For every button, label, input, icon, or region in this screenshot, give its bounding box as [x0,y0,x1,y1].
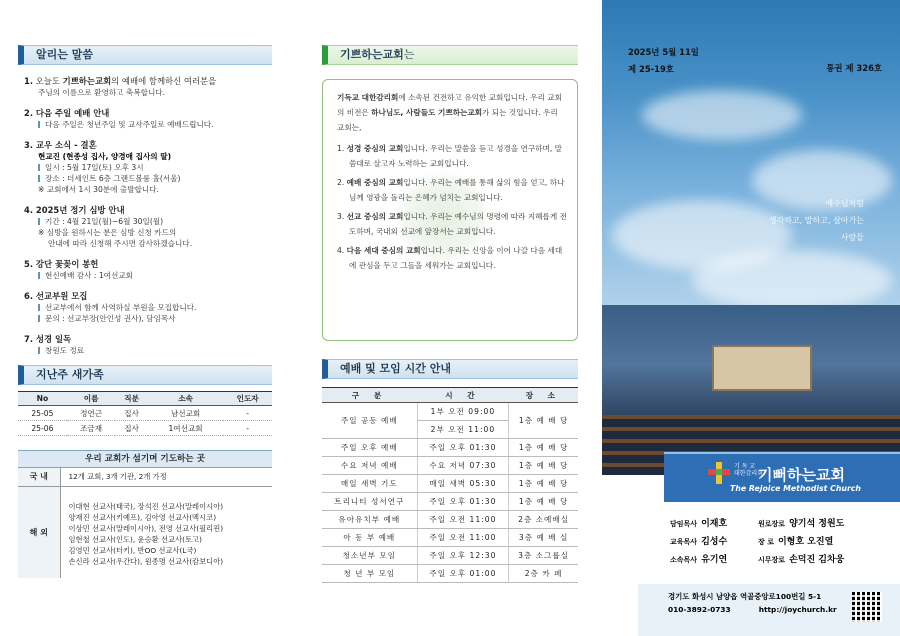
notice-item: 6. 선교부원 모집 선교부에서 함께 사역하실 부원을 모집합니다. 문의 : 선교부장(안인성 권사), 담임목사 [24,290,272,324]
bulletin-date: 2025년 5월 11일 [628,47,699,57]
table-row: 청 년 부 모임 주일 오후 01:00 2층 카 페 [322,565,578,583]
table-row: 해 외 이대현 선교사(태국), 장석진 선교사(말레이시아) 양재진 선교사(키예프), 김아영 선교사(멕시코) 이상민 선교사(말레이시아), 전영 선교사(필리핀) 임현철 선교사(인도), 윤승환 선교사(토고) 김영민 선교사(터키), 반OO 선교사(L국) 손신라 선교사(우간다), 원종명 선교사(캄보디아) [18,486,272,578]
table-row: 수요 저녁 예배 수요 저녁 07:30 1층 예 배 당 [322,457,578,475]
intro-list [337,141,567,273]
prayer-table [18,468,272,578]
bulletin-date-block [628,44,699,78]
church-logo-band [664,452,900,502]
notices-list [18,75,272,356]
cross-logo-icon [708,462,730,484]
notice-item: 7. 성경 일독 창원도 정료 [24,333,272,356]
table-row: 아 동 부 예배 주일 오전 11:00 3층 예 배 실 [322,529,578,547]
church-phone: 010-3892-0733 [668,605,731,614]
newcomers-table [18,391,272,436]
intro-heading: 기쁘하는교회는 [322,45,578,65]
staff-entry: 장 로 이형호 오진열 [758,537,834,547]
table-row: 25-05 정연근 집사 남선교회 - [18,406,272,421]
table-row: 유아유치부 예배 주일 오전 11:00 2층 소예배실 [322,511,578,529]
list-item: 1. 성경 중심의 교회입니다. 우리는 말씀을 듣고 성경을 연구하며, 말씀대로 살고자 노력하는 교회입니다. [337,144,562,168]
church-name-logo: 기뻐하는교회 [758,466,845,484]
bulletin-volume: 통권 제 326호 [826,63,882,73]
intro-box [322,79,578,341]
notice-item: 2. 다음 주일 예배 안내 다음 주일은 청년주일 및 교사주일로 예배드립니다. [24,107,272,130]
list-item: 4. 다음 세대 중심의 교회입니다. 우리는 신앙을 이어 나갈 다음 세대에 관심을 두고 그들을 세워가는 교회입니다. [337,246,563,270]
table-row: 25-06 조금재 집사 1여선교회 - [18,421,272,436]
table-row: 2부 오전 11:00 [322,421,578,439]
church-website-link[interactable]: http://joychurch.kr [758,605,837,614]
notice-1-line2: 주님의 이름으로 환영하고 축복합니다. [38,88,166,97]
table-row: 주일 공동 예배 1부 오전 09:00 1층 예 배 당 [322,403,578,421]
staff-entry: 교육목사 김성수 [670,537,728,547]
notices-heading: 알리는 말씀 [18,45,272,65]
table-row: 국 내 12개 교회, 3개 기관, 2개 가정 [18,468,272,486]
staff-entry: 원로장로 양기석 정원도 [758,519,845,529]
notice-item: 3. 교우 소식 - 결혼 현교진 (현종성 집사, 양경애 집사의 딸) 일시 : 5월 17일(토) 오후 3시 장소 : 더세인트 6층 그랜드볼룸 홀(서울) ※ 교회에서 1시 30분에 출발합니다. [24,139,272,195]
cover-verse: 예수님처럼 생각하고, 말하고, 살아가는 사람들 [768,199,864,242]
table-row: 청소년부 모임 주일 오후 12:30 3층 소그룹실 [322,547,578,565]
church-interior-photo [602,305,900,475]
notice-item [24,75,272,98]
table-row: 매일 새벽 기도 매일 새벽 05:30 1층 예 배 당 [322,475,578,493]
staff-entry: 소속목사 유기연 [670,555,728,565]
staff-entry: 시무장로 손덕진 김차웅 [758,555,845,565]
list-item: 2. 예배 중심의 교회입니다. 우리는 예배를 통해 삶의 힘을 얻고, 하나님께 영광을 돌리는 은혜가 넘치는 교회입니다. [337,178,565,202]
newcomers-heading: 지난주 새가족 [18,365,272,385]
altar [712,345,812,391]
notice-item: 5. 강단 꽃꽂이 봉헌 현신예배 감사 : 1여선교회 [24,258,272,281]
cover-panel [602,0,900,636]
table-row: 트리니티 성서연구 주일 오후 01:30 1층 예 배 당 [322,493,578,511]
left-column [18,45,272,578]
list-item: 3. 선교 중심의 교회입니다. 우리는 예수님의 명령에 따라 지혜롭게 전도하며, 국내외 선교에 앞장서는 교회입니다. [337,212,567,236]
contact-box [638,584,900,636]
notice-1-line1: 1. 오늘도 기쁘하는교회의 예배에 함께하신 여러분을 [24,76,217,86]
brand-name: 기쁘하는교회 [62,76,112,86]
middle-column [322,45,578,583]
qr-code-icon[interactable] [852,592,882,622]
schedule-table [322,387,578,583]
intro-paragraph: 기독교 대한감리회에 소속된 건전하고 유익한 교회입니다. 우리 교회의 비전은 하나님도, 사람들도 기쁘하는교회가 되는 것입니다. 우리 교회는, [337,93,562,132]
staff-entry: 담임목사 이재호 [670,519,728,529]
table-header-row: 구 분 시 간 장 소 [322,388,578,403]
table-row: 주일 오후 예배 주일 오후 01:30 1층 예 배 당 [322,439,578,457]
church-address: 경기도 화성시 남양읍 역골중앙로100번길 5-1 [668,592,822,601]
contact-info [668,590,837,616]
schedule-heading: 예배 및 모임 시간 안내 [322,359,578,379]
church-name-english: The Rejoice Methodist Church [730,484,861,493]
logo-denomination: 기 독 교 대한감리회 [734,463,763,477]
bulletin-issue: 제 25-19호 [628,64,674,74]
prayer-heading: 우리 교회가 섬기며 기도하는 곳 [18,450,272,468]
table-header-row: No 이름 직분 소속 인도자 [18,392,272,406]
notice-item: 4. 2025년 정기 심방 안내 기간 : 4월 21일(월)~6월 30일(월) ※ 심방을 원하시는 분은 심방 신청 카드의 안내에 따라 신청해 주시면 감사하겠습니다. [24,204,272,249]
